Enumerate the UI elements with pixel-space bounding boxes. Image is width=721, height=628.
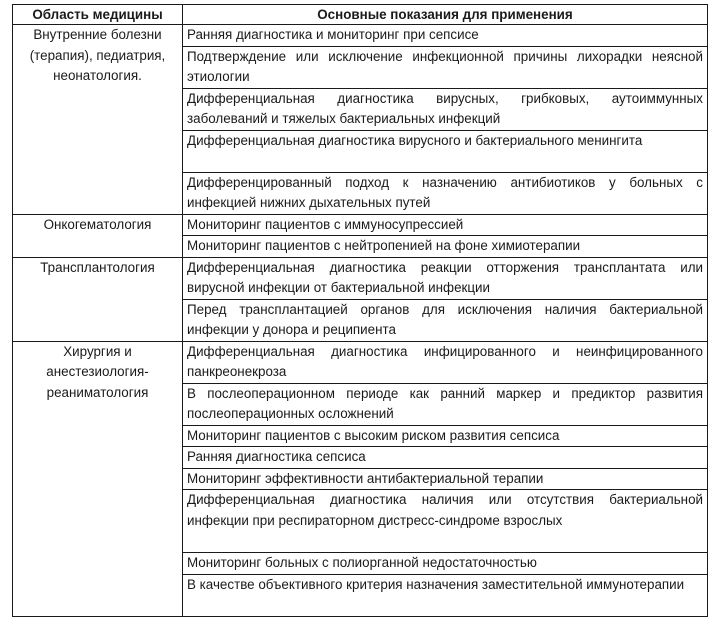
header-area: Область медицины: [13, 5, 183, 25]
indication-cell: Мониторинг пациентов с высоким риском развития сепсиса: [183, 425, 708, 447]
indication-cell: Мониторинг эффективности антибактериальной терапии: [183, 468, 708, 490]
header-row: [13, 5, 708, 25]
table-row: [13, 341, 708, 383]
indication-cell: Мониторинг больных с полиорганной недостаточностью: [183, 553, 708, 575]
indication-cell: Дифференциальная диагностика вирусного и бактериального менингита: [183, 130, 708, 172]
indication-cell: Подтверждение или исключение инфекционной причины лихорадки неясной этиологии: [183, 46, 708, 88]
indication-cell: Дифференцированный подход к назначению антибиотиков у больных с инфекцией нижних дыхательных путей: [183, 172, 708, 214]
indication-cell: Мониторинг пациентов с иммуносупрессией: [183, 214, 708, 236]
area-cell-oncohematology: Онкогематология: [13, 214, 183, 257]
header-indications: Основные показания для применения: [183, 5, 708, 25]
table-row: [13, 214, 708, 236]
area-cell-internal-medicine: Внутренние болезни (терапия), педиатрия, неонатология.: [13, 25, 183, 215]
table-row: [13, 257, 708, 299]
indication-cell: Ранняя диагностика сепсиса: [183, 447, 708, 469]
indication-cell: Ранняя диагностика и мониторинг при сепсисе: [183, 25, 708, 47]
indication-cell: Дифференциальная диагностика реакции отторжения трансплантата или вирусной инфекции от бактериальной инфекции: [183, 257, 708, 299]
indication-cell: Дифференциальная диагностика наличия или отсутствия бактериальной инфекции при респираторном дистресс-синдроме взрослых: [183, 490, 708, 553]
indication-cell: Мониторинг пациентов с нейтропенией на фоне химиотерапии: [183, 236, 708, 258]
indication-cell: Дифференциальная диагностика вирусных, грибковых, аутоиммунных заболеваний и тяжелых бактериальных инфекций: [183, 88, 708, 130]
area-cell-surgery-anesthesiology: Хирургия и анестезиология-реаниматология: [13, 341, 183, 616]
indication-cell: Перед трансплантацией органов для исключения наличия бактериальной инфекции у донора и реципиента: [183, 299, 708, 341]
area-cell-transplantology: Трансплантология: [13, 257, 183, 341]
indication-cell: В послеоперационном периоде как ранний маркер и предиктор развития послеоперационных осложнений: [183, 383, 708, 425]
table-row: [13, 25, 708, 47]
indication-cell: В качестве объективного критерия назначения заместительной иммунотерапии: [183, 574, 708, 616]
indication-cell: Дифференциальная диагностика инфицированного и неинфицированного панкреонекроза: [183, 341, 708, 383]
indications-table: [12, 4, 708, 617]
